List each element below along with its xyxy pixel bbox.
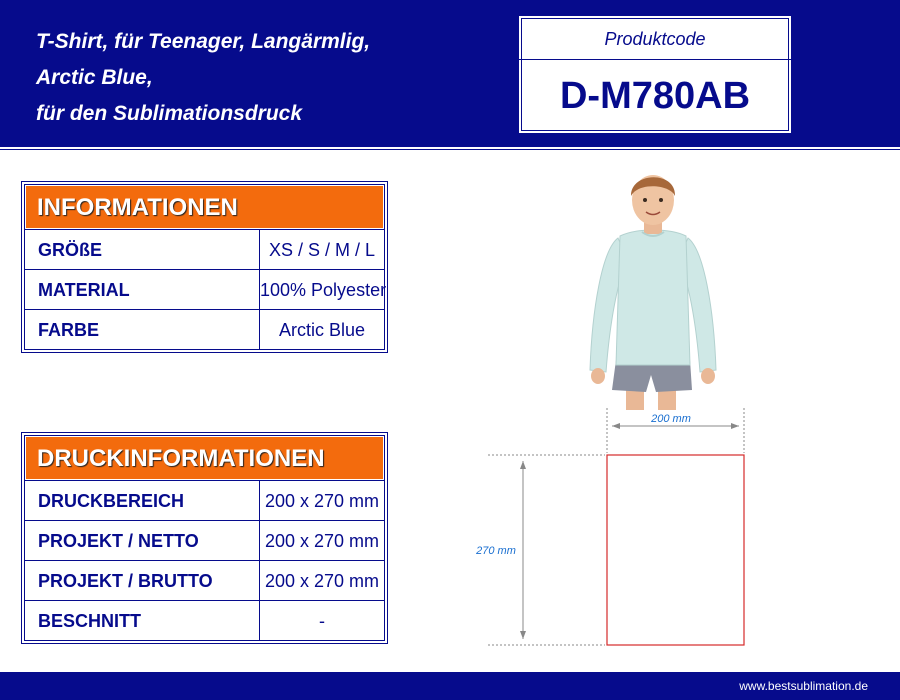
druckinformationen-table [21,432,388,644]
row-key: DRUCKBEREICH [38,491,185,511]
product-title-line-2: Arctic Blue, [36,66,153,89]
row-value: 200 x 270 mm [259,561,384,601]
druckinformationen-title: DRUCKINFORMATIONEN [37,445,325,472]
print-width-label: 200 mm [651,413,691,425]
row-value: 200 x 270 mm [259,521,384,561]
print-area-rect [607,455,744,645]
footer-bar [0,672,900,700]
row-key: PROJEKT / BRUTTO [38,571,213,591]
height-arrow-bottom-icon [520,631,526,639]
table-row [25,269,387,310]
table-row [25,600,384,641]
row-value: 200 x 270 mm [259,481,384,521]
informationen-header [26,186,383,228]
table-row [25,560,384,601]
product-title-line-3: für den Sublimationsdruck [36,102,303,125]
height-arrow-top-icon [520,461,526,469]
header-divider [0,149,900,150]
table-row [25,309,384,350]
druckinformationen-header [26,437,383,479]
width-arrow-left-icon [612,423,620,429]
product-title [36,24,370,132]
table-row [25,480,384,521]
model-figure [590,175,716,410]
table-row [25,520,384,561]
row-value: XS / S / M / L [259,230,384,270]
website-link[interactable]: www.bestsublimation.de [739,679,868,693]
table-row [25,229,384,270]
informationen-title: INFORMATIONEN [37,194,238,221]
row-value: Arctic Blue [259,310,384,350]
informationen-table [21,181,388,353]
width-arrow-right-icon [731,423,739,429]
row-key: FARBE [38,320,100,340]
print-height-label: 270 mm [476,545,516,557]
product-photo [578,160,728,410]
row-key: MATERIAL [38,280,130,300]
product-title-line-1: T-Shirt, für Teenager, Langärmlig, [36,30,371,53]
product-code-value: D-M780AB [559,75,751,117]
print-area-diagram [470,405,770,655]
product-code-box [518,15,792,134]
product-code-label: Produktcode [519,16,791,60]
row-key: GRÖßE [38,240,103,260]
header-banner [0,0,900,147]
row-key: PROJEKT / NETTO [38,531,199,551]
row-value: - [259,601,384,641]
row-value: 100% Polyester [259,270,384,310]
row-key: BESCHNITT [38,611,141,631]
